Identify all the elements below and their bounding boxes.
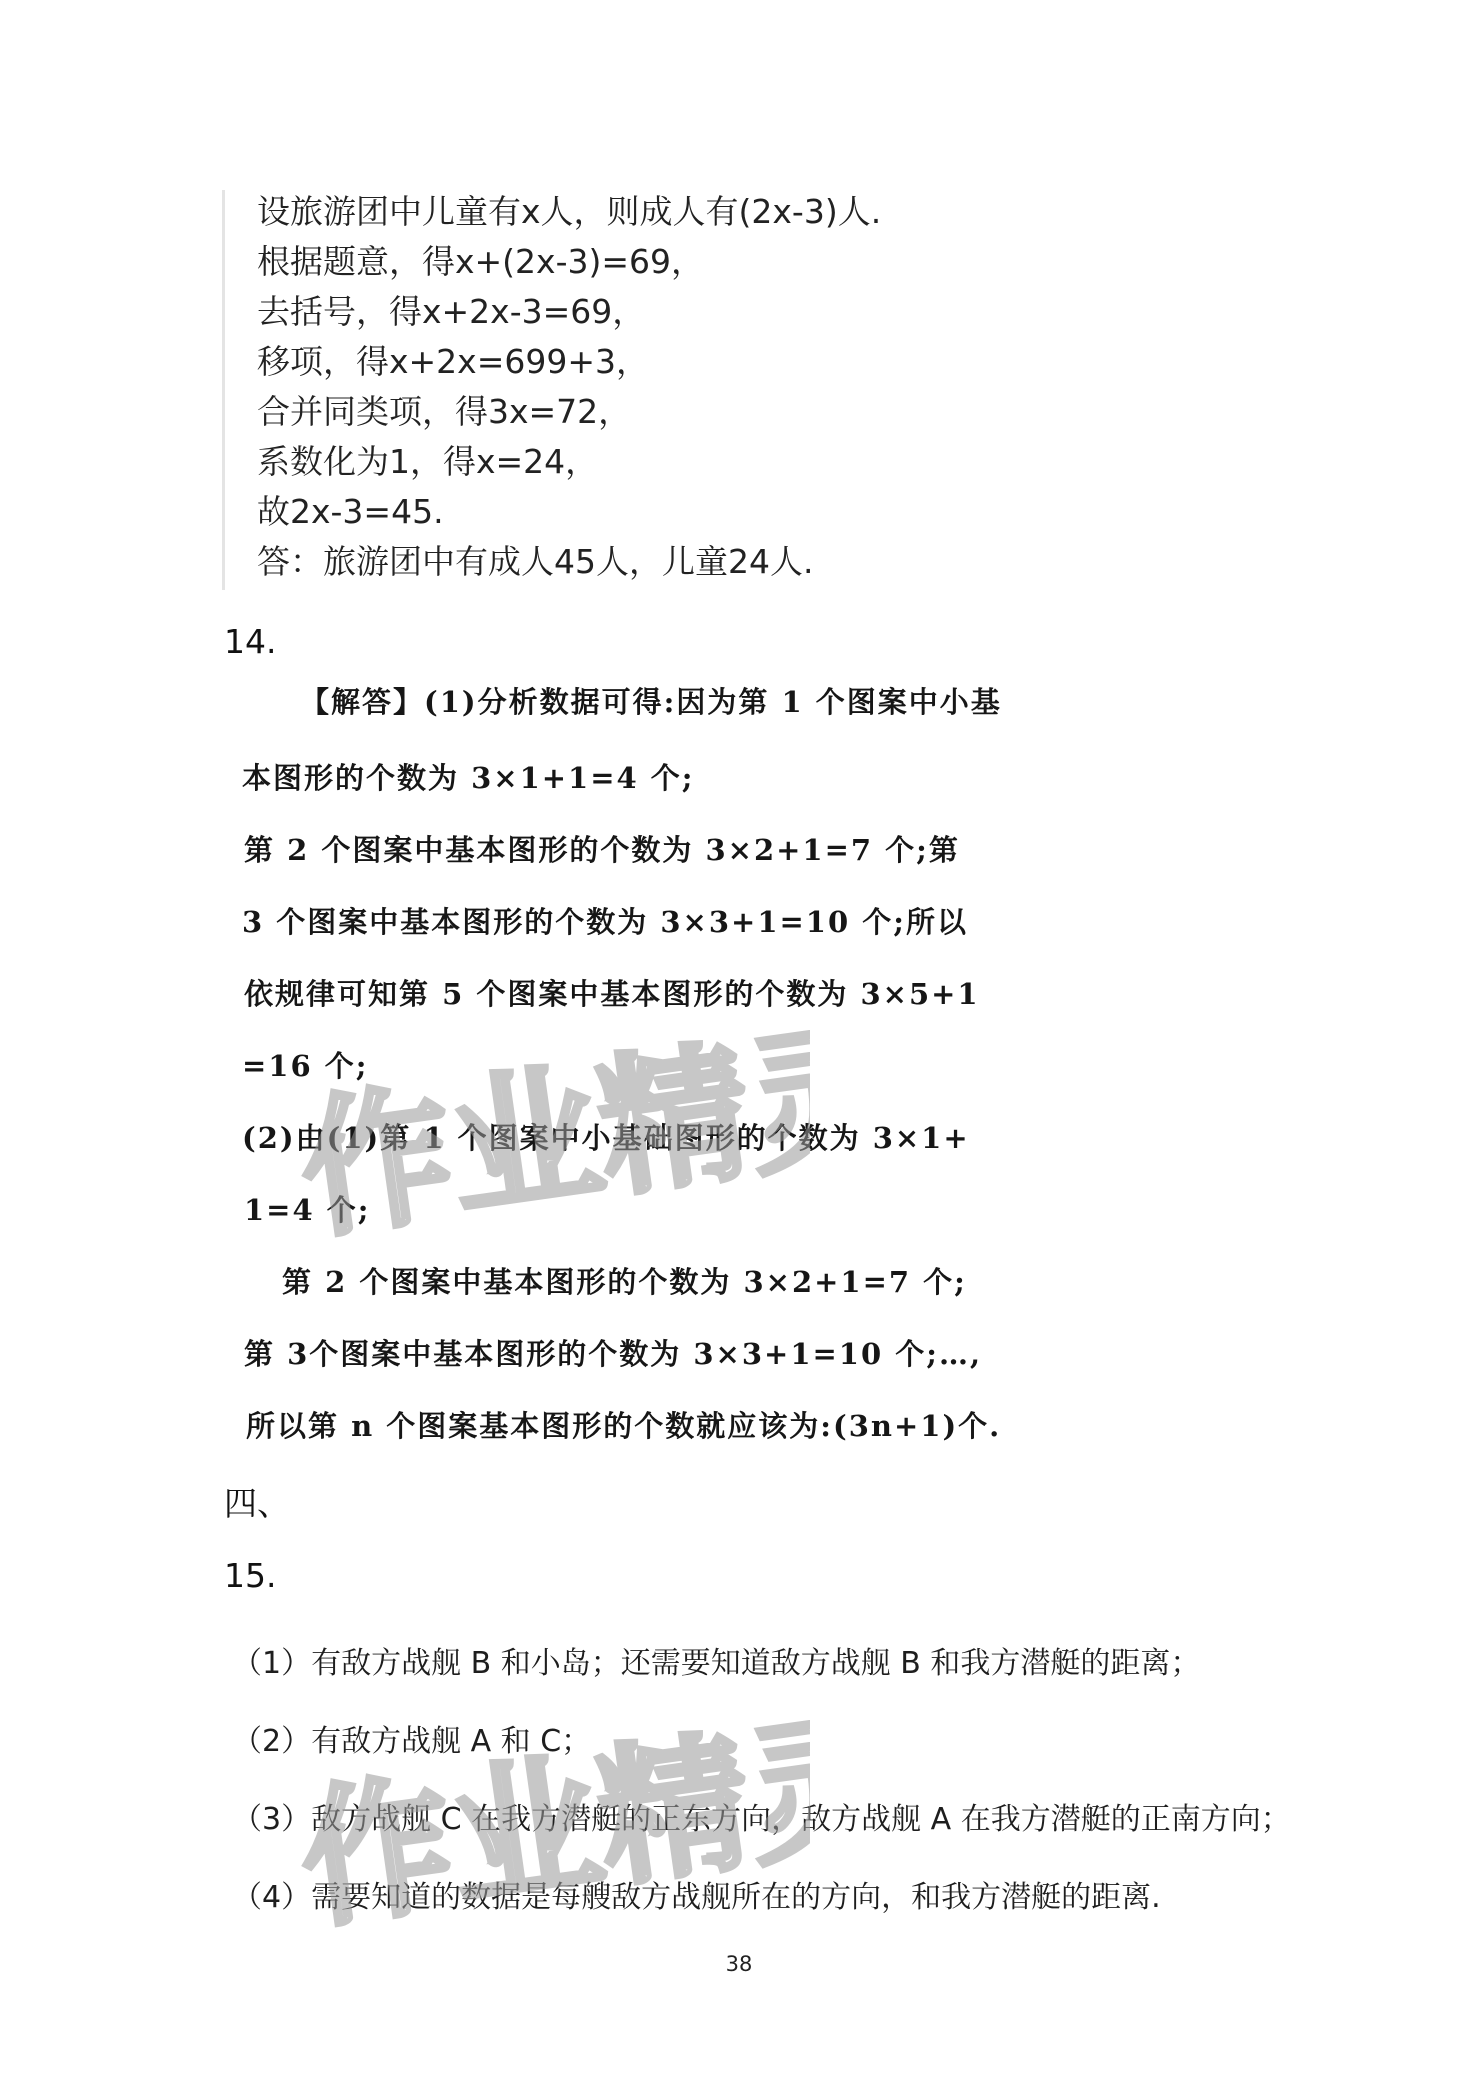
- solution-line: 根据题意，得x+(2x-3)=69，: [257, 242, 704, 281]
- answer-line: （4）需要知道的数据是每艘敌方战舰所在的方向，和我方潜艇的距离.: [232, 1880, 1161, 1915]
- answer-line: （3）敌方战舰 C 在我方潜艇的正东方向，敌方战舰 A 在我方潜艇的正南方向；: [232, 1802, 1291, 1837]
- answer-line: （1）有敌方战舰 B 和小岛；还需要知道敌方战舰 B 和我方潜艇的距离；: [232, 1646, 1201, 1681]
- scan-line: =16 个;: [242, 1049, 369, 1083]
- scan-line: 第 3个图案中基本图形的个数为 3×3+1=10 个;…,: [244, 1337, 983, 1371]
- scan-text: (1)分析数据可得:因为第 1 个图案中小基: [424, 685, 1002, 719]
- solution-line: 移项，得x+2x=699+3，: [257, 342, 649, 381]
- solution-line: 系数化为1，得x=24，: [257, 442, 599, 481]
- question-14-scanned-solution: [230, 680, 1002, 1460]
- scan-line: 1=4 个;: [244, 1193, 371, 1227]
- solution-line: 去括号，得x+2x-3=69，: [257, 292, 646, 331]
- answer-tag: 【解答】: [300, 685, 425, 719]
- answer-line: （2）有敌方战舰 A 和 C；: [232, 1724, 592, 1759]
- solution-line: 合并同类项，得3x=72，: [257, 392, 632, 431]
- scan-line: 所以第 n 个图案基本图形的个数就应该为:(3n+1)个.: [246, 1409, 1002, 1443]
- solution-line: 答：旅游团中有成人45人，儿童24人.: [257, 542, 814, 581]
- scan-line: 第 2 个图案中基本图形的个数为 3×2+1=7 个;第: [244, 833, 960, 867]
- page-number: 38: [725, 1952, 753, 1976]
- question-number-15: 15.: [224, 1556, 277, 1595]
- scan-line: (2)由(1)第 1 个图案中小基础图形的个数为 3×1+: [242, 1121, 970, 1155]
- section-heading-4: 四、: [224, 1484, 290, 1523]
- solution-line: 故2x-3=45.: [257, 492, 444, 531]
- question-number-14: 14.: [224, 622, 277, 661]
- watermark-text: 作业精灵: [290, 1030, 810, 1240]
- scan-line: 3 个图案中基本图形的个数为 3×3+1=10 个;所以: [242, 905, 968, 939]
- scan-line-with-tag: [300, 680, 1002, 721]
- solution-line: 设旅游团中儿童有x人，则成人有(2x-3)人.: [257, 192, 882, 231]
- solution-13-block: [222, 190, 1125, 590]
- scan-line: 本图形的个数为 3×1+1=4 个;: [242, 761, 695, 795]
- watermark-text: 作业精灵: [290, 1720, 810, 1930]
- scan-line: 第 2 个图案中基本图形的个数为 3×2+1=7 个;: [282, 1265, 967, 1299]
- scan-line: 依规律可知第 5 个图案中基本图形的个数为 3×5+1: [244, 977, 980, 1011]
